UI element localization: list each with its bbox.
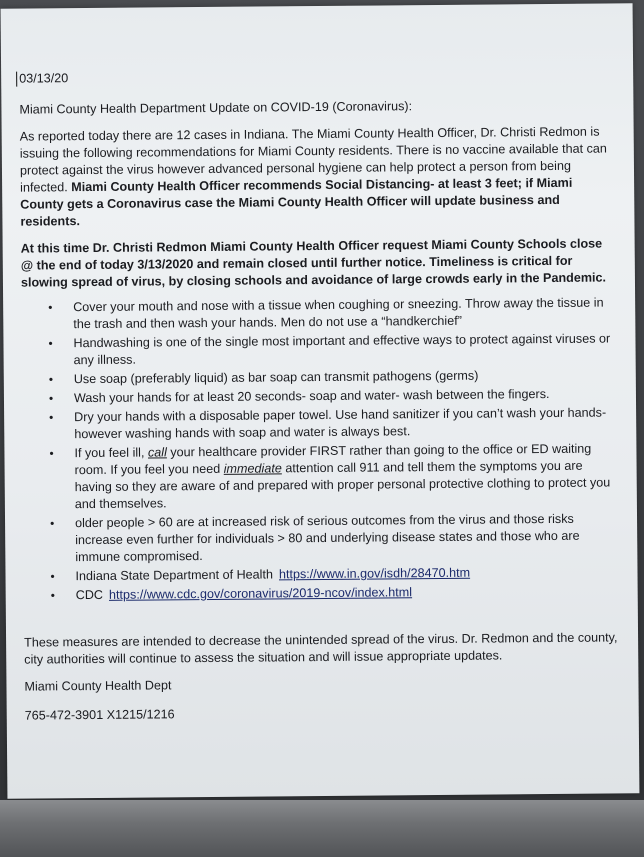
ill-text-pre: If you feel ill,	[74, 445, 149, 461]
bullet-glyph: •	[50, 588, 55, 603]
document-date	[19, 65, 615, 87]
text-cursor	[16, 72, 17, 87]
list-item	[22, 440, 619, 513]
recommendations-list	[21, 294, 620, 604]
intro-text: As reported today there are 12 cases in Indiana. The Miami County Health Officer, Dr. Christi Redmon is issuing the following recommendations for Miami County residents. There is no vaccine available that can protect against the virus however advanced personal hygiene can help protect a person from being infected.	[19, 124, 607, 195]
bullet-glyph: •	[49, 410, 54, 425]
list-item-text: older people > 60 are at increased risk of serious outcomes from the virus and those risks increase even further for individuals > 80 and underlying disease states and those who are immune compromised.	[74, 511, 580, 565]
social-distancing-text: Miami County Health Officer recommends Social Distancing- at least 3 feet; if Miami County gets a Coronavirus case the Miami County Health Officer will update business and residents.	[20, 175, 573, 229]
list-item	[23, 510, 619, 566]
bullet-glyph: •	[48, 372, 54, 387]
cdc-label: CDC	[75, 587, 104, 603]
monitor-bezel	[0, 800, 644, 857]
bullet-glyph: •	[49, 516, 55, 531]
list-item	[22, 404, 618, 443]
list-item-text: Cover your mouth and nose with a tissue when coughing or sneezing. Throw away the tissue in the trash and then wash your hands. Men do not use a “handkerchief”	[73, 295, 604, 332]
ill-text-mid: your healthcare provider FIRST rather than going to the office or ED waiting room. If you feel you need	[74, 441, 592, 478]
list-item	[24, 582, 620, 604]
isdh-label: Indiana State Department of Health	[75, 567, 274, 584]
list-item	[21, 330, 617, 369]
signature: Miami County Health Dept	[24, 678, 172, 694]
bullet-glyph: •	[48, 391, 54, 406]
bullet-glyph: •	[48, 336, 53, 351]
bullet-glyph: •	[48, 300, 53, 315]
list-item	[21, 294, 617, 333]
ill-text-post: attention call 911 and tell them the symptoms you are having so they are aware of and prepared with proper personal protective clothing to protect you and themselves.	[74, 458, 611, 512]
list-item-text: Wash your hands for at least 20 seconds- soap and water- wash between the fingers.	[73, 386, 550, 406]
cdc-link[interactable]: https://www.cdc.gov/coronavirus/2019-ncov/index.html	[108, 585, 413, 602]
list-item-text: Dry your hands with a disposable paper towel. Use hand sanitizer if you can’t wash your hands- however washing hands with soap and water is always best.	[74, 405, 607, 442]
phone-number: 765-472-3901 X1215/1216	[24, 707, 175, 723]
date-text: 03/13/20	[19, 71, 69, 86]
isdh-link[interactable]: https://www.in.gov/isdh/28470.htm	[278, 565, 471, 582]
bullet-glyph: •	[49, 446, 54, 461]
list-item-text: Handwashing is one of the single most important and effective ways to protect against viruses or any illness.	[73, 331, 611, 368]
document-page	[1, 3, 640, 798]
immediate-emphasis: immediate	[223, 461, 282, 476]
list-item-text: Use soap (preferably liquid) as bar soap can transmit pathogens (germs)	[73, 368, 479, 387]
closing-paragraph: These measures are intended to decrease the unintended spread of the virus. Dr. Redmon and the county, city authorities will continue to assess the situation and will issue appropriate updates.	[24, 630, 618, 667]
list-item-text	[74, 442, 610, 512]
intro-paragraph	[20, 123, 617, 230]
school-closure-paragraph: At this time Dr. Christi Redmon Miami County Health Officer request Miami County Schools close @ the end of today 3/13/2020 and remain closed until further notice. Timeliness is critical for slowing spread of virus, by closing schools and avoidance of large crowds early in the Pandemic.	[20, 236, 607, 290]
document-heading: Miami County Health Department Update on COVID-19 (Coronavirus):	[19, 99, 413, 117]
bullet-glyph: •	[50, 569, 55, 584]
document-body	[19, 65, 621, 736]
call-emphasis: call	[147, 445, 167, 460]
